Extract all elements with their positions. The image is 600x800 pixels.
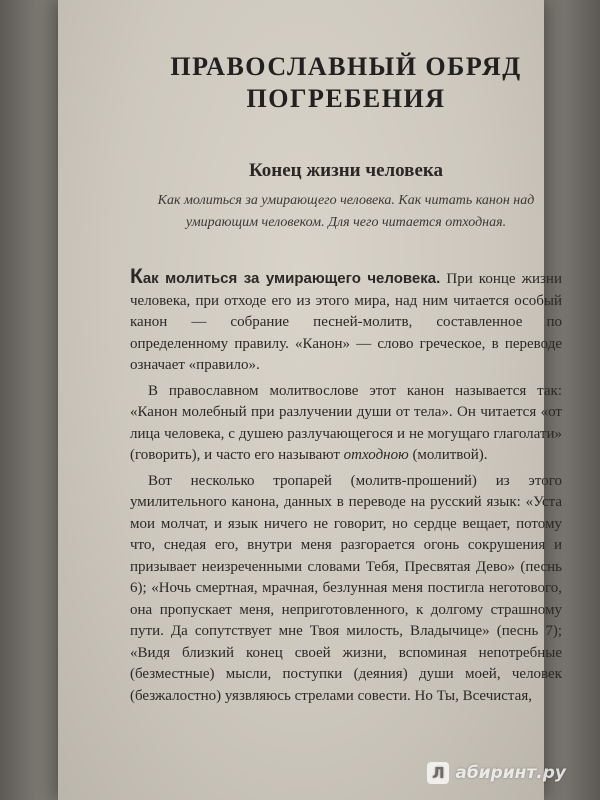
paragraph-2 xyxy=(130,381,562,467)
paragraph-3: Вот несколько тропарей (молитв-прошений) из этого умилительного канона, данных в переводе на русский язык: «Уста мои молчат, и язык ничего не говорит, но сердце вещает, потому что, снедая его, внутри меня разгорается огонь сокрушения и призывает неизреченными словами Тебя, Пресвятая Дево» (песнь 6); «Ночь смертная, мрачная, безлунная меня постигла неготового, она пропускает меня, неприготовленного, к долгому страшному пути. Да сопутствует мне Твоя милость, Владычице» (песнь 7); «Видя близкий конец своей жизни, вспоминая непотребные (безместные) мысли, поступки (деяния) души моей, человек (безжалостно) уязвляюсь стрелами совести. Но Ты, Всечистая, xyxy=(130,472,562,704)
chapter-title-line-1: ПРАВОСЛАВНЫЙ ОБРЯД xyxy=(170,52,522,81)
paragraph-2-text-a: В православном молитвослове этот канон называется так: «Канон молебный при разлучении души от тела». Он читается «от лица человека, с душею разлучающегося и не могущаго глаголати» (говорить), и часто его называют xyxy=(130,382,562,463)
paragraph-1-text: При конце жизни человека, при отходе его из этого мира, над ним читается особый канон — собрание песней-молитв, составленное по определенному правилу. «Канон» — слово греческое, в переводе означает «правило». xyxy=(130,271,562,373)
labirint-logo-icon: Л xyxy=(427,762,449,784)
section-subtitle: Как молиться за умирающего человека. Как читать канон над умирающим человеком. Для чего читается отходная. xyxy=(157,193,535,230)
section-title: Конец жизни человека xyxy=(248,160,444,181)
labirint-watermark xyxy=(427,762,566,784)
paragraph-2-text-b: (молитвой). xyxy=(408,447,488,463)
chapter-title-line-2: ПОГРЕБЕНИЯ xyxy=(246,84,446,113)
paragraph-2-italic: отходною xyxy=(343,447,409,463)
paragraph-1 xyxy=(130,266,562,377)
paragraph-1-lead: ак молиться за умирающего человека. xyxy=(142,270,441,287)
body-text xyxy=(130,266,562,711)
watermark-text: абиринт.ру xyxy=(455,763,566,783)
drop-cap: К xyxy=(130,265,143,288)
book-page xyxy=(58,0,562,800)
page-content xyxy=(130,0,562,800)
